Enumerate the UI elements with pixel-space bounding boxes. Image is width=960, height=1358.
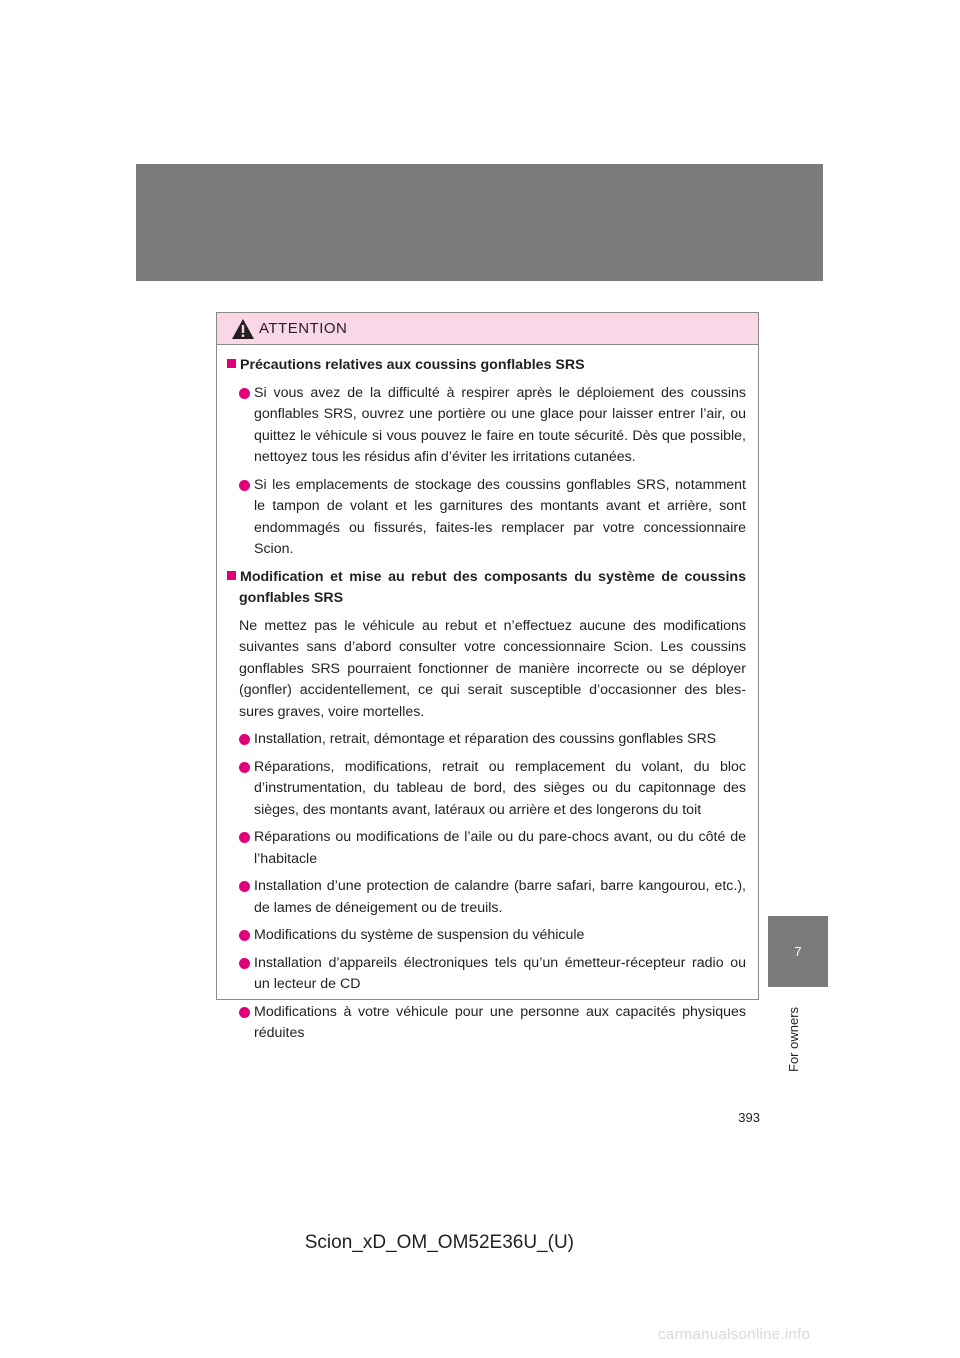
section-heading-text: Précautions relatives aux coussins gonflables SRS bbox=[240, 357, 585, 373]
header-band bbox=[136, 164, 823, 281]
list-item bbox=[239, 953, 746, 996]
round-bullet-icon bbox=[239, 881, 250, 892]
warning-header bbox=[217, 313, 758, 345]
round-bullet-icon bbox=[239, 1007, 250, 1018]
document-code: Scion_xD_OM_OM52E36U_(U) bbox=[304, 1232, 574, 1253]
warning-title: ATTENTION bbox=[259, 320, 348, 337]
list-item bbox=[239, 475, 746, 561]
round-bullet-icon bbox=[239, 930, 250, 941]
list-item-text: Modifications à votre véhicule pour une personne aux capacités physiques réduites bbox=[254, 1003, 746, 1041]
round-bullet-icon bbox=[239, 762, 250, 773]
list-item-text: Si vous avez de la difficulté à respirer après le déploiement des coussins gonflables SRS, ouvrez une portière ou une glace pour laisser entrer l’air, ou quittez le véhicule si vous pouvez le faire en toute sécurité. Dès que possible, nettoyez tous les résidus afin d’éviter les irritations cutanées. bbox=[254, 384, 746, 465]
warning-body bbox=[217, 345, 758, 1045]
round-bullet-icon bbox=[239, 832, 250, 843]
list-item bbox=[239, 729, 746, 751]
list-item-text: Réparations ou modifications de l’aile ou du pare-chocs avant, ou du côté de l’habitacle bbox=[254, 829, 746, 867]
list-item bbox=[239, 876, 746, 919]
page-number: 393 bbox=[738, 1110, 760, 1125]
square-bullet-icon bbox=[227, 359, 236, 368]
watermark: carmanualsonline.info bbox=[658, 1326, 811, 1343]
square-bullet-icon bbox=[227, 571, 236, 580]
list-item bbox=[239, 1002, 746, 1045]
list-item bbox=[239, 925, 746, 947]
list-item-text: Installation d’une protection de calandre (barre safari, barre kangourou, etc.), de lames de déneigement ou de treuils. bbox=[254, 878, 746, 916]
round-bullet-icon bbox=[239, 388, 250, 399]
section-heading bbox=[227, 355, 746, 377]
round-bullet-icon bbox=[239, 734, 250, 745]
chapter-label: For owners bbox=[786, 1006, 801, 1072]
round-bullet-icon bbox=[239, 958, 250, 969]
chapter-number: 7 bbox=[794, 944, 802, 959]
list-item-text: Installation, retrait, démontage et réparation des coussins gonflables SRS bbox=[254, 731, 717, 747]
warning-box bbox=[216, 312, 759, 1041]
list-item-text: Modifications du système de suspension du véhicule bbox=[254, 927, 585, 943]
section-intro: Ne mettez pas le véhicule au rebut et n’effectuez aucune des modifications suivantes sans d’abord consulter votre concessionnaire Scion. Les coussins gonflables SRS pourraient fonctionner de manière incorrecte ou se déployer (gonfler) accidentellement, ce qui serait susceptible d’occasionner des bles-sures graves, voire mortelles. bbox=[239, 617, 746, 720]
section-heading bbox=[227, 567, 746, 610]
list-item bbox=[239, 757, 746, 822]
list-item-text: Réparations, modifications, retrait ou remplacement du volant, du bloc d’instrumentation, du tableau de bord, des sièges ou du capitonnage des sièges, des montants avant, latéraux ou arrière et des longerons du toit bbox=[254, 758, 746, 818]
list-item-text: Si les emplacements de stockage des coussins gonflables SRS, notamment le tampon de volant et les garnitures des montants avant et arrière, sont endommagés ou fissurés, faites-les remplacer par votre concessionnaire Scion. bbox=[254, 476, 746, 557]
round-bullet-icon bbox=[239, 480, 250, 491]
warning-triangle-icon bbox=[231, 318, 255, 340]
chapter-tab bbox=[768, 916, 828, 987]
list-item bbox=[239, 383, 746, 469]
list-item-text: Installation d’appareils électroniques tels qu’un émetteur-récepteur radio ou un lecteur de CD bbox=[254, 954, 746, 992]
list-item bbox=[239, 827, 746, 870]
section-heading-text: Modification et mise au rebut des composants du système de coussins gonflables SRS bbox=[239, 568, 746, 606]
